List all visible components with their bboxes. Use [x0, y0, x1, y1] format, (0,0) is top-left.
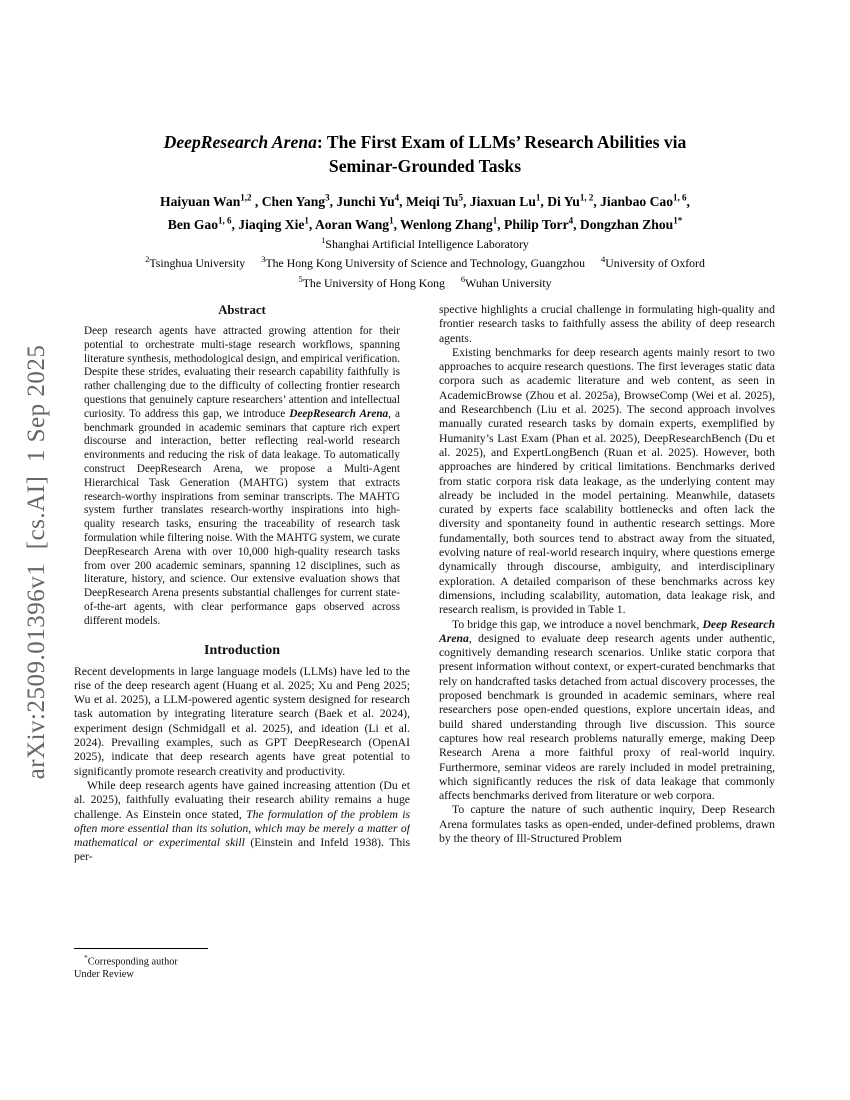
author — [547, 194, 600, 209]
affiliation-superscript: 1 — [321, 235, 326, 245]
author-name: Di Yu — [547, 193, 580, 209]
author-separator: , — [308, 216, 315, 232]
affiliation — [145, 256, 245, 270]
author-superscript: 4 — [568, 215, 574, 226]
affiliation-line-1 — [0, 233, 850, 252]
author-superscript: 1* — [673, 215, 683, 226]
authors-line-2 — [0, 211, 850, 234]
affiliation-line-3 — [0, 272, 850, 291]
author-superscript: 3 — [325, 192, 330, 202]
author-separator: , — [462, 193, 470, 209]
author-superscript: 1, 6 — [673, 192, 687, 202]
arxiv-watermark: arXiv:2509.01396v1 [cs.AI] 1 Sep 2025 — [23, 344, 50, 780]
author-separator: , — [231, 216, 239, 232]
author-name: Wenlong Zhang — [400, 216, 493, 232]
affiliation-superscript: 4 — [601, 254, 606, 265]
author — [238, 217, 315, 232]
author-separator: , — [593, 193, 601, 209]
affiliation — [601, 256, 705, 270]
author — [580, 217, 682, 232]
author-name: Dongzhan Zhou — [579, 216, 674, 232]
two-column-content — [74, 303, 776, 983]
author — [600, 194, 690, 209]
author-separator: , — [497, 216, 505, 232]
footnote-marker: * — [84, 953, 88, 962]
author-name: Ben Gao — [167, 216, 218, 232]
title-line-2: Seminar-Grounded Tasks — [328, 155, 522, 176]
affiliation-name: The University of Hong Kong — [302, 275, 445, 290]
author-separator: , — [329, 193, 337, 209]
right-paragraph-4: To capture the nature of such authentic inquiry, Deep Research Arena formulates tasks as open-ended, under-defined problems, drawn by the theory of Ill-Structured Problem — [439, 803, 775, 845]
author-separator: , — [251, 193, 262, 209]
author-separator: , — [686, 193, 690, 209]
author-separator: , — [393, 216, 401, 232]
author-name: Jiaxuan Lu — [469, 193, 536, 209]
author-separator: , — [573, 216, 580, 232]
author-superscript: 1, 6 — [218, 215, 232, 226]
author-superscript: 1, 2 — [579, 192, 594, 202]
affiliation — [261, 256, 585, 270]
author — [262, 194, 337, 209]
affiliation-name: The Hong Kong University of Science and Technology, Guangzhou — [265, 256, 586, 271]
abstract-text: Deep research agents have attracted growing attention for their potential to orchestrate multi-stage research workflows, spanning literature synthesis, methodological design, and empirical verification. Despite these strides, evaluating their research capability faithfully is rather challenging due to the difficulty of collecting frontier research questions that genuinely capture researchers’ attention and intellectual curiosity. To address this gap, we introduce DeepResearch Arena, a benchmark grounded in academic seminars that capture rich expert discourse and interaction, better reflecting real-world research environments and reducing the risk of data leakage. To automatically construct DeepResearch Arena, we propose a Multi-Agent Hierarchical Task Generation (MAHTG) system that extracts research-worthy inspirations from seminar transcripts. The MAHTG system further translates research-worthy inspirations into high-quality research tasks, ensuring the traceability of research task formulation while filtering noise. With the MAHTG system, we curate DeepResearch Arena with over 10,000 high-quality research tasks from over 200 academic seminars, spanning 12 disciplines, such as literature, history, and science. Our extensive evaluation shows that DeepResearch Arena presents substantial challenges for current state-of-the-art agents, with clear performance gaps observed across different models. — [84, 325, 401, 627]
footnote-text: Corresponding author — [87, 956, 178, 968]
author — [336, 194, 406, 209]
author-superscript: 1 — [389, 215, 394, 226]
author-name: Jiaqing Xie — [238, 216, 305, 232]
author-name: Haiyuan Wan — [160, 193, 241, 209]
author-list — [0, 188, 850, 234]
author-name: Philip Torr — [504, 216, 569, 232]
right-paragraph-3: To bridge this gap, we introduce a novel benchmark, Deep Research Arena, designed to evaluate deep research agents under authentic, cognitively demanding research scenarios. Unlike static corpora that present information without context, or expert-curated benchmarks that rely on handcrafted tasks detached from actual discovery processes, the proposed benchmark is grounded in academic seminars, where real researchers pose open-ended questions, explore uncertain ideas, and build shared understanding through live discussion. This source captures how real research problems naturally emerge, making Deep Research Arena a more faithful proxy of real-world inquiry. Furthermore, seminar videos are rarely included in model pretraining, which significantly reduces the risk of data leakage that commonly affects benchmarks derived from literature or web corpora. — [439, 617, 775, 803]
author-separator: , — [540, 193, 548, 209]
author — [470, 194, 547, 209]
author-superscript: 1 — [492, 215, 498, 226]
affiliation-superscript: 5 — [298, 273, 303, 284]
under-review-note: Under Review — [74, 969, 134, 981]
affiliation-name: Wuhan University — [465, 275, 552, 290]
left-column — [74, 303, 410, 983]
intro-paragraph-1: Recent developments in large language models (LLMs) have led to the rise of the deep research agent (Huang et al. 2025; Xu and Peng 2025; Wu et al. 2025), a LLM-powered agentic system designed for research task automation by integrating literature search (Baek et al. 2024), experiment design (Schmidgall et al. 2025), and ideation (Li et al. 2024). Prevailing examples, such as GPT DeepResearch (OpenAI 2025), indicate that deep research agents have great potential to significantly promote research creativity and productivity. — [74, 664, 410, 778]
affiliation-name: Shanghai Artificial Intelligence Laboratory — [325, 236, 529, 251]
author-name: Meiqi Tu — [405, 193, 459, 209]
author — [400, 217, 504, 232]
author-name: Chen Yang — [261, 193, 326, 209]
affiliation — [321, 237, 529, 251]
author — [168, 217, 239, 232]
intro-paragraph-2: While deep research agents have gained increasing attention (Du et al. 2025), faithfully evaluating their research ability remains a huge challenge. As Einstein once stated, The formulation of the problem is often more essential than its solution, which may be merely a matter of mathematical or experimental skill (Einstein and Infeld 1938). This per- — [74, 778, 410, 864]
right-paragraph-2: Existing benchmarks for deep research agents mainly resort to two approaches to acquire research questions. The first leverages static data corpora such as academic literature and web content, as seen in AcademicBrowse (Zhou et al. 2025a), BrowseComp (Wei et al. 2025), and Researchbench (Liu et al. 2025). The second approach involves manually curated research tasks by domain experts, exemplified by Humanity’s Last Exam (Phan et al. 2025), DeepResearchBench (Du et al. 2025), and ExpertLongBench (Ruan et al. 2025). However, both approaches are hindered by critical limitations. Benchmarks derived from static corpora risk data leakage, as the underlying content may already be included in the model pertaining. Meanwhile, datasets curated by experts face scalability bottlenecks and often lack the diversity and spontaneity found in authentic research settings. More fundamentally, both sources tend to abstract away from the situated, evolving nature of real-world research inquiry, where questions emerge dynamically through discourse, ambiguity, and interdisciplinary exploration. A detailed comparison of these benchmarks across key dimensions, including scalability, automation, data leakage risk, and research realism, is provided in Table 1. — [439, 345, 775, 617]
author-superscript: 1 — [535, 192, 541, 202]
affiliation-superscript: 6 — [460, 273, 466, 284]
affiliation-list — [0, 233, 850, 291]
author-name: Junchi Yu — [336, 193, 395, 209]
author — [315, 217, 400, 232]
affiliation-name: University of Oxford — [605, 256, 705, 271]
abstract-heading: Abstract — [218, 303, 266, 317]
affiliation-line-2 — [0, 252, 850, 271]
title-line-1: DeepResearch Arena: The First Exam of LLMs’ Research Abilities via — [163, 132, 687, 152]
author-superscript: 1,2 — [240, 192, 252, 202]
author-superscript: 5 — [458, 192, 463, 202]
authors-line-1 — [0, 188, 850, 211]
introduction-heading: Introduction — [204, 642, 280, 658]
author-superscript: 1 — [304, 215, 309, 226]
footnote — [74, 948, 410, 982]
affiliation-superscript: 2 — [145, 254, 150, 265]
author-separator: , — [399, 193, 406, 209]
corresponding-author-note — [74, 952, 410, 969]
affiliation — [460, 273, 552, 290]
affiliation — [298, 273, 445, 290]
author-name: Jianbao Cao — [600, 193, 674, 209]
right-paragraph-1: spective highlights a crucial challenge in formulating high-quality and frontier research tasks to faithfully assess the ability of deep research agents. — [439, 303, 775, 345]
right-column — [439, 303, 775, 983]
paper-title — [0, 131, 850, 178]
affiliation-name: Tsinghua University — [149, 256, 246, 271]
author-name: Aoran Wang — [314, 216, 390, 232]
author-superscript: 4 — [394, 192, 400, 202]
author — [160, 194, 262, 209]
author — [406, 194, 470, 209]
author — [504, 217, 580, 232]
affiliation-superscript: 3 — [261, 254, 266, 265]
footnote-rule — [74, 948, 208, 949]
